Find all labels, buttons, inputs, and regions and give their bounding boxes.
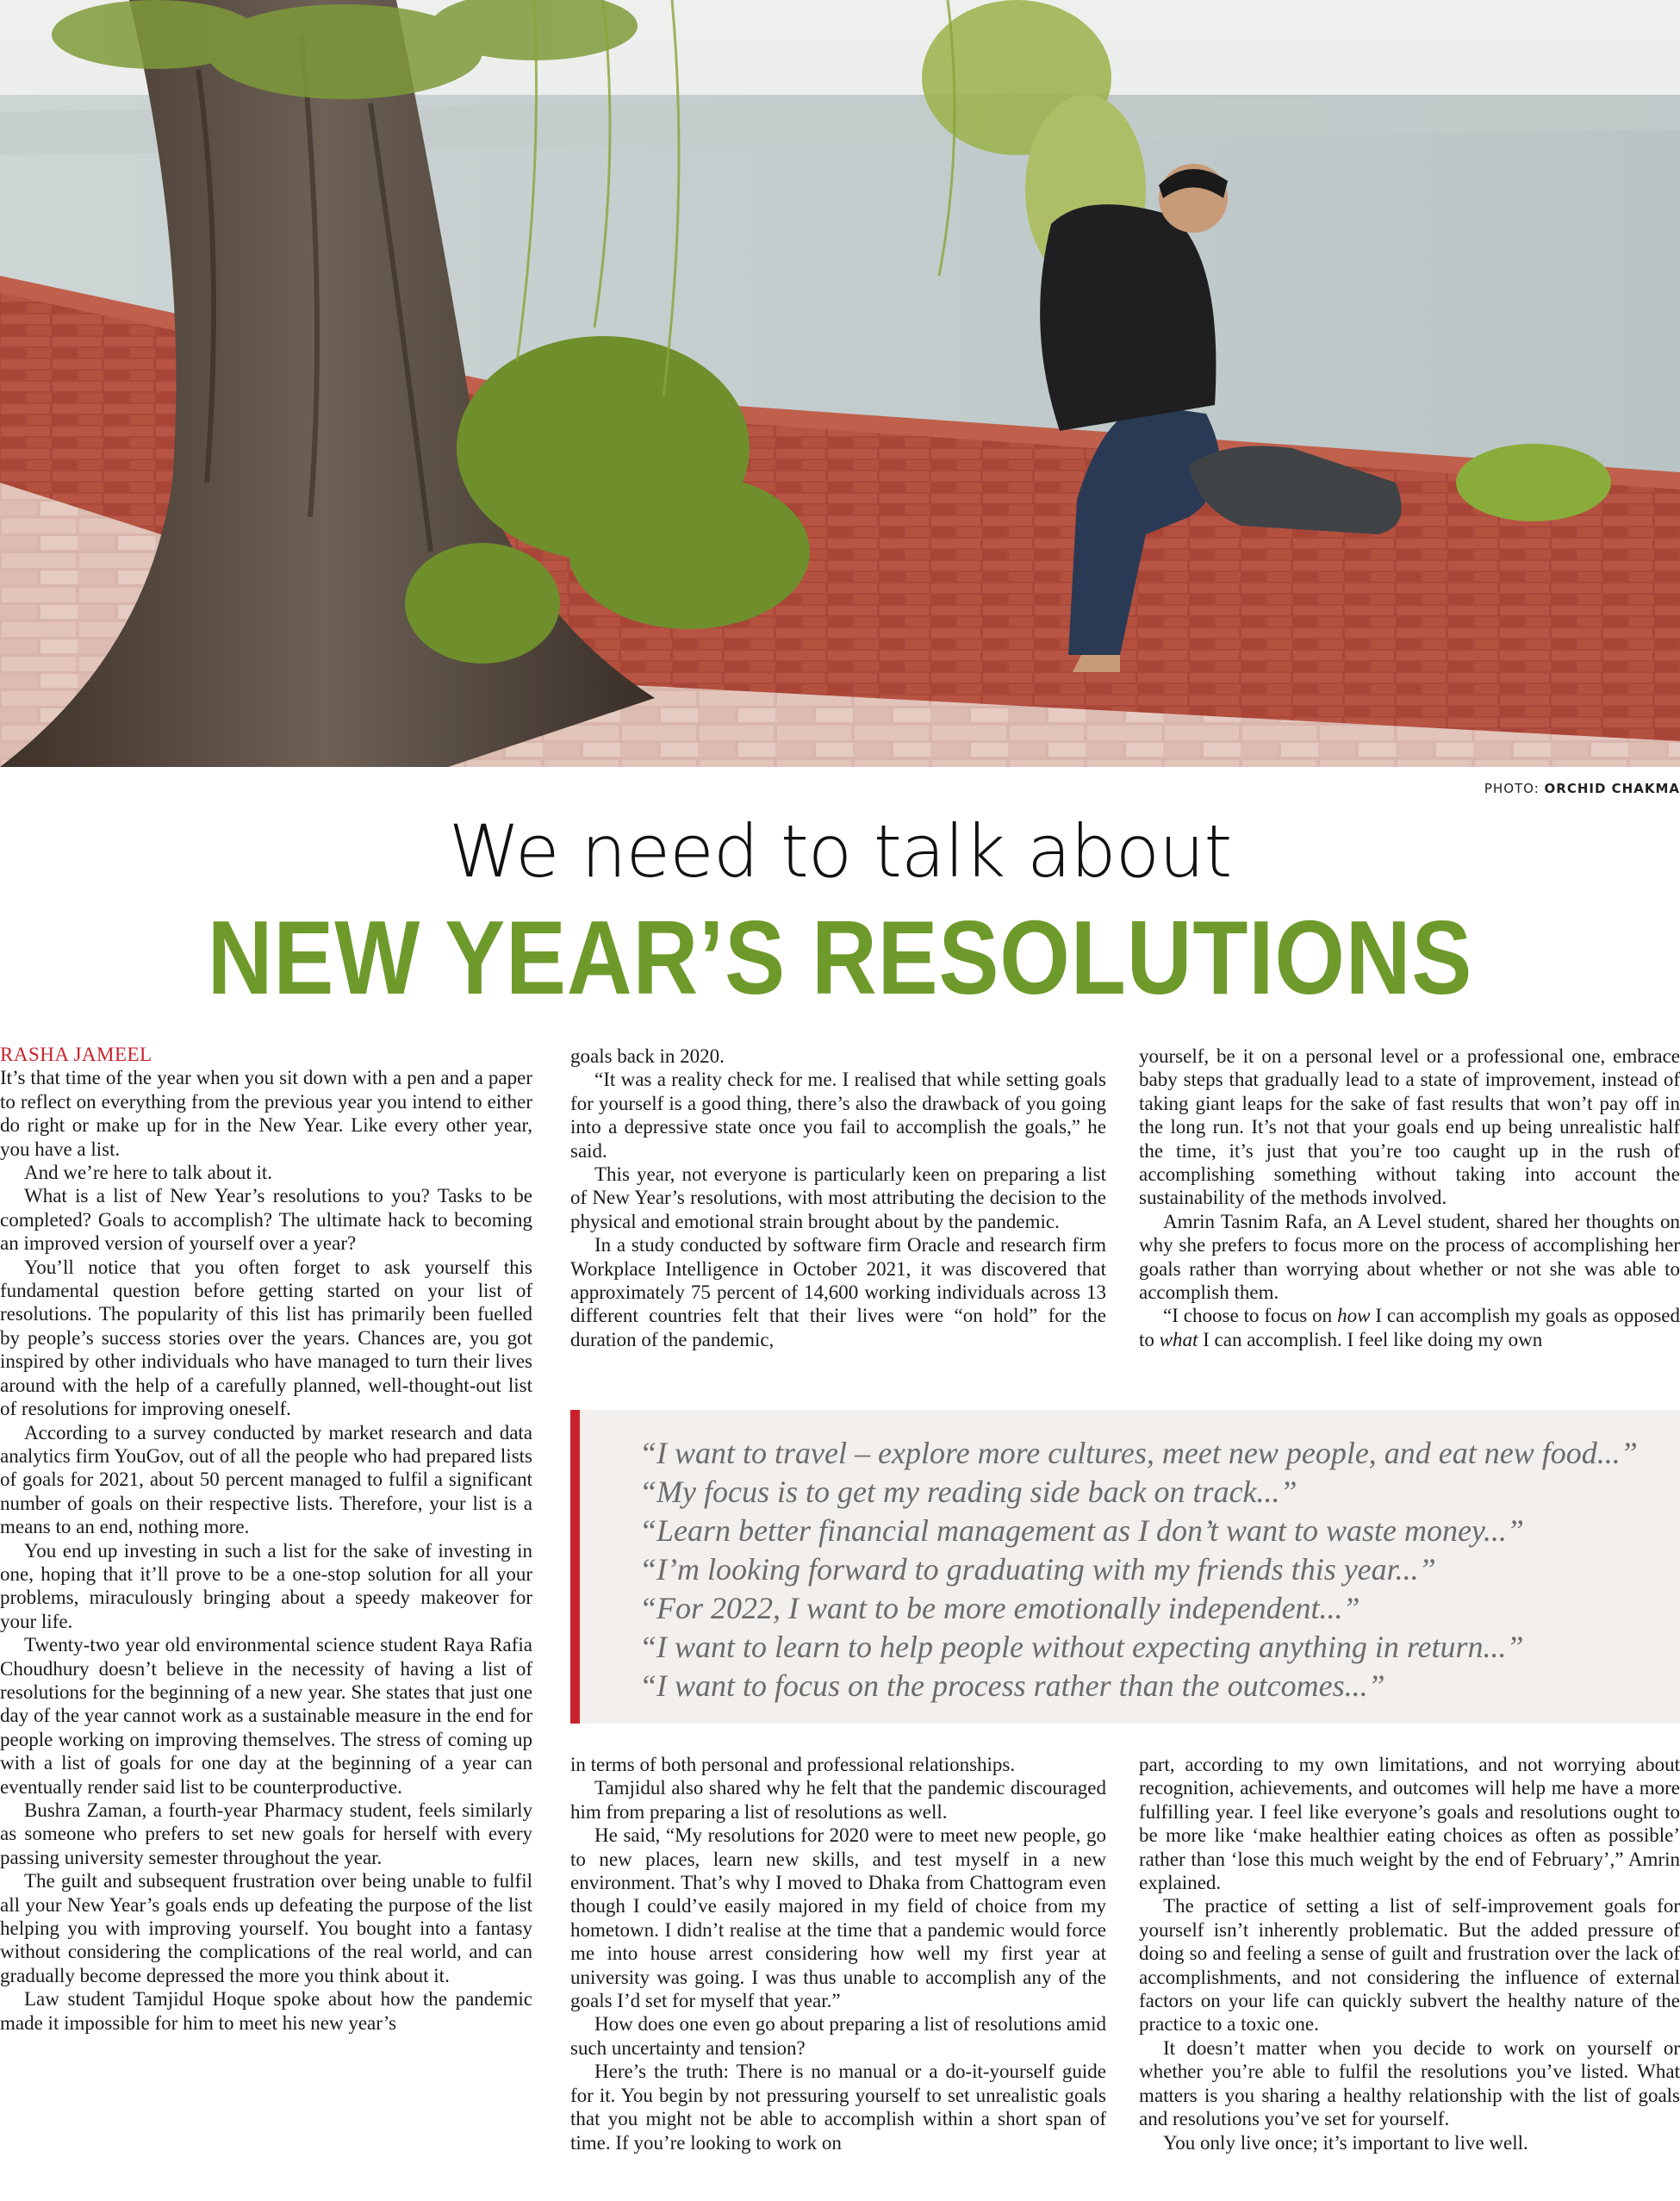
pull-quote: “I want to learn to help people without expecting anything in return...” xyxy=(639,1630,1524,1664)
article-column-3-top xyxy=(1139,1044,1680,1351)
paragraph: Tamjidul also shared why he felt that the pandemic discouraged him from preparing a list of resolutions as well. xyxy=(570,1777,1106,1823)
headline-line-2: NEW YEAR’S RESOLUTIONS xyxy=(207,899,1473,1016)
text-run: I can accomplish my goals as opposed to xyxy=(1139,1305,1680,1350)
paragraph: How does one even go about preparing a list of resolutions amid such uncertainty and tension? xyxy=(570,2013,1106,2059)
paragraph: goals back in 2020. xyxy=(570,1045,725,1067)
paragraph: What is a list of New Year’s resolutions to you? Tasks to be completed? Goals to accomplish? The ultimate hack to becoming an improved version of yourself over a year? xyxy=(0,1185,532,1255)
paragraph: In a study conducted by software firm Oracle and research firm Workplace Intelligence in October 2021, it was discovered that approximately 75 percent of 14,600 working individuals across 13 different countries felt that their lives were “on hold” for the duration of the pandemic, xyxy=(570,1234,1106,1350)
hero-photo xyxy=(0,0,1680,767)
byline: RASHA JAMEEL xyxy=(0,1044,152,1065)
paragraph: yourself, be it on a personal level or a professional one, embrace baby steps that gradually lead to a state of improvement, instead of taking giant leaps for the sake of fast results that won’t pay off in the long run. It’s not that your goals end up being unrealistic half the time, it’s just that you’re too caught up in the rush of accomplishing something without taking into account the sustainability of the methods involved. xyxy=(1139,1045,1680,1209)
paragraph xyxy=(1139,1304,1680,1351)
hero-photo-illustration xyxy=(0,0,1680,767)
paragraph: And we’re here to talk about it. xyxy=(24,1162,273,1184)
paragraph: This year, not everyone is particularly keen on preparing a list of New Year’s resolutions, with most attributing the decision to the physical and emotional strain brought about by the pandemic. xyxy=(570,1163,1106,1232)
paragraph: The practice of setting a list of self-improvement goals for yourself isn’t inherently problematic. But the added pressure of doing so and feeling a sense of guilt and frustration over the lack of accomplishments, and not considering the influence of external factors on your life can quickly subvert the healthy nature of the practice to a toxic one. xyxy=(1139,1895,1680,2036)
emphasis-how: how xyxy=(1337,1305,1371,1327)
paragraph: You only live once; it’s important to live well. xyxy=(1163,2131,1528,2154)
photo-credit-label: PHOTO: xyxy=(1484,781,1540,796)
headline-line-1: We need to talk about xyxy=(448,809,1232,894)
paragraph: It doesn’t matter when you decide to work on yourself or whether you’re able to fulfil the resolutions you’ve listed. What matters is you sharing a healthy relationship with the list of goals and resolutions you’ve set for yourself. xyxy=(1139,2036,1680,2130)
photo-credit-name: ORCHID CHAKMA xyxy=(1544,781,1680,796)
pull-quote-box xyxy=(570,1410,1680,1724)
text-run: “I choose to focus on xyxy=(1163,1305,1338,1327)
article-column-2-bottom xyxy=(570,1753,1106,2154)
paragraph: It’s that time of the year when you sit down with a pen and a paper to reflect on everything from the previous year you intend to either do right or make up for in the New Year. Like every other year, you have a list. xyxy=(0,1067,532,1160)
article-column-2-top xyxy=(570,1044,1106,1351)
paragraph: The guilt and subsequent frustration over being unable to fulfil all your New Year’s goals ends up defeating the purpose of the list helping you with improving yourself. You bought into a fantasy without considering the complications of the real world, and can gradually become depressed the more you think about it. xyxy=(0,1870,532,1986)
paragraph: You’ll notice that you often forget to ask yourself this fundamental question before getting started on your list of resolutions. The popularity of this list has primarily been fuelled by people’s success stories over the years. Chances are, you got inspired by other individuals who have managed to turn their lives around with the help of a carefully planned, well-thought-out list of resolutions for improving oneself. xyxy=(0,1256,532,1420)
pull-quote: “I want to travel – explore more cultures, meet new people, and eat new food...” xyxy=(639,1436,1638,1470)
paragraph: He said, “My resolutions for 2020 were to meet new people, go to new places, learn new skills, and test myself in a new environment. That’s why I moved to Dhaka from Chattogram even though I could’ve easily majored in my field of choice from my hometown. I didn’t realise at the time that a pandemic would force me into house arrest considering how well my first year at university was going. I was thus unable to accomplish any of the goals I’d set for myself that year.” xyxy=(570,1824,1106,2012)
emphasis-what: what xyxy=(1159,1328,1198,1350)
photo-credit xyxy=(1484,781,1680,796)
paragraph: “It was a reality check for me. I realised that while setting goals for yourself is a good thing, there’s also the drawback of you going into a depressive state once you fail to accomplish the goals,” he said. xyxy=(570,1069,1106,1162)
pull-quote: “I’m looking forward to graduating with my friends this year...” xyxy=(639,1552,1436,1587)
pull-quote-accent-bar xyxy=(570,1410,580,1724)
paragraph: Law student Tamjidul Hoque spoke about how the pandemic made it impossible for him to meet his new year’s xyxy=(0,1988,532,2034)
pull-quote: “For 2022, I want to be more emotionally independent...” xyxy=(639,1591,1360,1625)
paragraph: part, according to my own limitations, and not worrying about recognition, achievements, and outcomes will help me have a more fulfilling year. I feel like everyone’s goals and resolutions ought to be more like ‘make healthier eating choices as often as possible’ rather than ‘lose this much weight by the end of February’,” Amrin explained. xyxy=(1139,1754,1680,1894)
pull-quote: “My focus is to get my reading side back on track...” xyxy=(639,1475,1297,1509)
paragraph: You end up investing in such a list for the sake of investing in one, hoping that it’ll prove to be a one-stop solution for all your problems, miraculously bringing about a speedy makeover for your life. xyxy=(0,1539,532,1632)
pull-quote: “I want to focus on the process rather than the outcomes...” xyxy=(639,1668,1385,1703)
pull-quote-list xyxy=(639,1434,1638,1705)
pull-quote: “Learn better financial management as I don’t want to waste money...” xyxy=(639,1513,1524,1548)
article-column-3-bottom xyxy=(1139,1753,1680,2154)
paragraph: Twenty-two year old environmental science student Raya Rafia Choudhury doesn’t believe in the necessity of having a list of resolutions for the beginning of a new year. She states that just one day of the year cannot work as a sustainable measure in the end for people working on improving themselves. The stress of coming up with a list of goals for one day at the beginning of a year can eventually render said list to be counterproductive. xyxy=(0,1634,532,1798)
text-run: I can accomplish. I feel like doing my own xyxy=(1198,1328,1543,1350)
article-column-1 xyxy=(0,1043,532,2035)
paragraph: Here’s the truth: There is no manual or a do-it-yourself guide for it. You begin by not pressuring yourself to set unrealistic goals that you might not be able to accomplish within a short span of time. If you’re looking to work on xyxy=(570,2061,1106,2154)
paragraph: According to a survey conducted by market research and data analytics firm YouGov, out of all the people who had prepared lists of goals for 2021, about 50 percent managed to fulfil a significant number of goals on their respective lists. Therefore, your list is a means to an end, nothing more. xyxy=(0,1421,532,1538)
paragraph: in terms of both personal and professional relationships. xyxy=(570,1754,1016,1775)
paragraph: Bushra Zaman, a fourth-year Pharmacy student, feels similarly as someone who prefers to set new goals for herself with every passing university semester throughout the year. xyxy=(0,1799,532,1868)
paragraph: Amrin Tasnim Rafa, an A Level student, shared her thoughts on why she prefers to focus more on the process of accomplishing her goals rather than worrying about whether or not she was able to accomplish them. xyxy=(1139,1210,1680,1304)
